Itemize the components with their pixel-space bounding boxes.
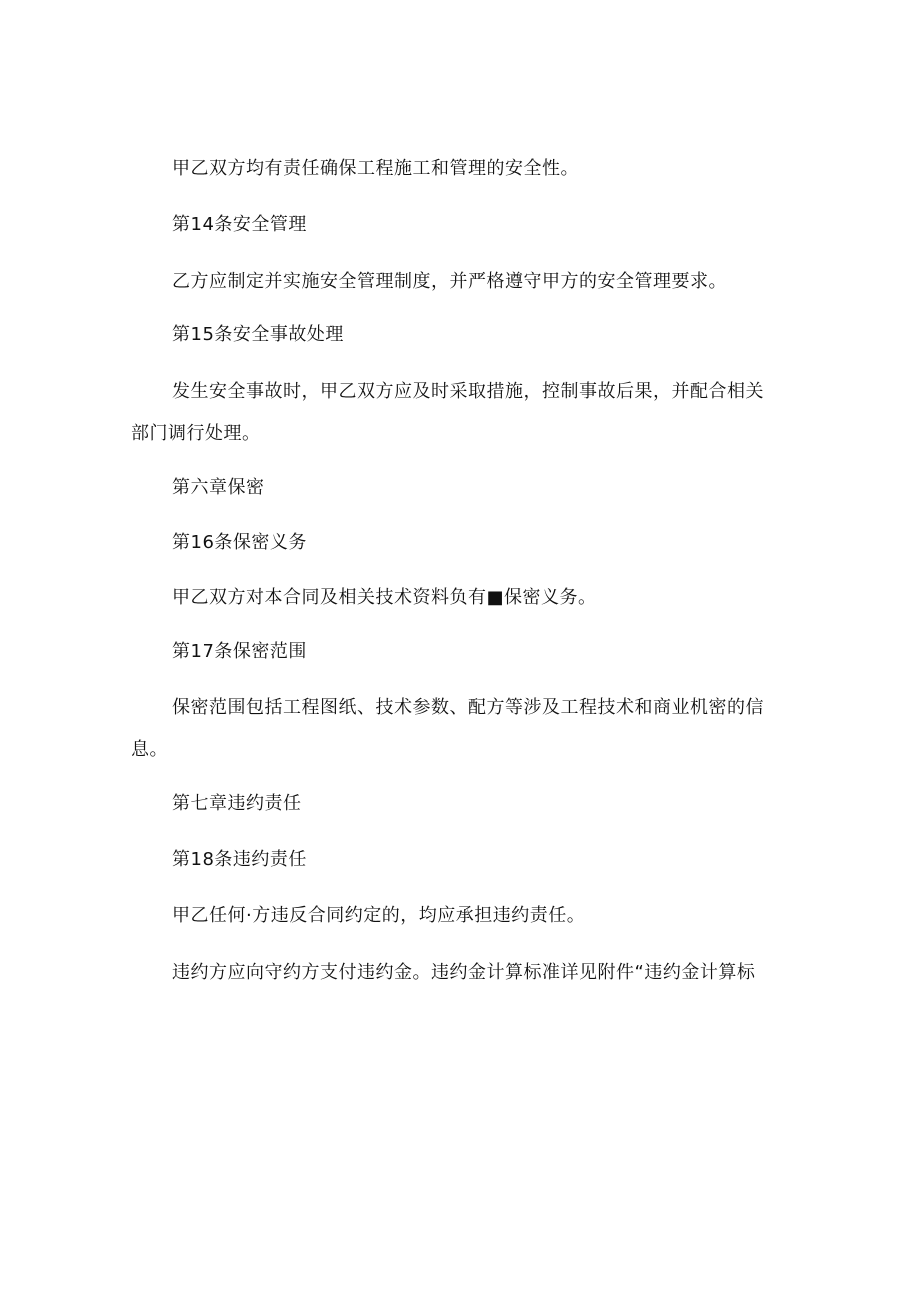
paragraph-confidentiality-duty: 甲乙双方对本合同及相关技术资料负有■保密义务。 [172,587,597,608]
chapter-7-heading: 第七章违约责任 [172,793,302,814]
article-15-heading: 第15条安全事故处理 [172,324,344,345]
paragraph-liquidated-damages: 违约方应向守约方支付违约金。违约金计算标准详见附件“违约金计算标 [172,962,756,983]
article-18-heading: 第18条违约责任 [172,849,307,870]
chapter-6-heading: 第六章保密 [172,477,265,498]
paragraph-accident-handling-line1: 发生安全事故时，甲乙双方应及时采取措施，控制事故后果，并配合相关 [172,381,764,402]
paragraph-safety-management: 乙方应制定并实施安全管理制度，并严格遵守甲方的安全管理要求。 [172,271,727,292]
paragraph-accident-handling-line2: 部门调行处理。 [131,423,261,444]
article-16-heading: 第16条保密义务 [172,532,307,553]
paragraph-confidentiality-scope-line1: 保密范围包括工程图纸、技术参数、配方等涉及工程技术和商业机密的信 [172,697,764,718]
paragraph-safety-responsibility: 甲乙双方均有责任确保工程施工和管理的安全性。 [172,158,579,179]
article-17-heading: 第17条保密范围 [172,641,307,662]
paragraph-breach-liability: 甲乙任何·方违反合同约定的，均应承担违约责任。 [172,905,586,926]
paragraph-confidentiality-scope-line2: 息。 [131,739,168,760]
article-14-heading: 第14条安全管理 [172,214,307,235]
